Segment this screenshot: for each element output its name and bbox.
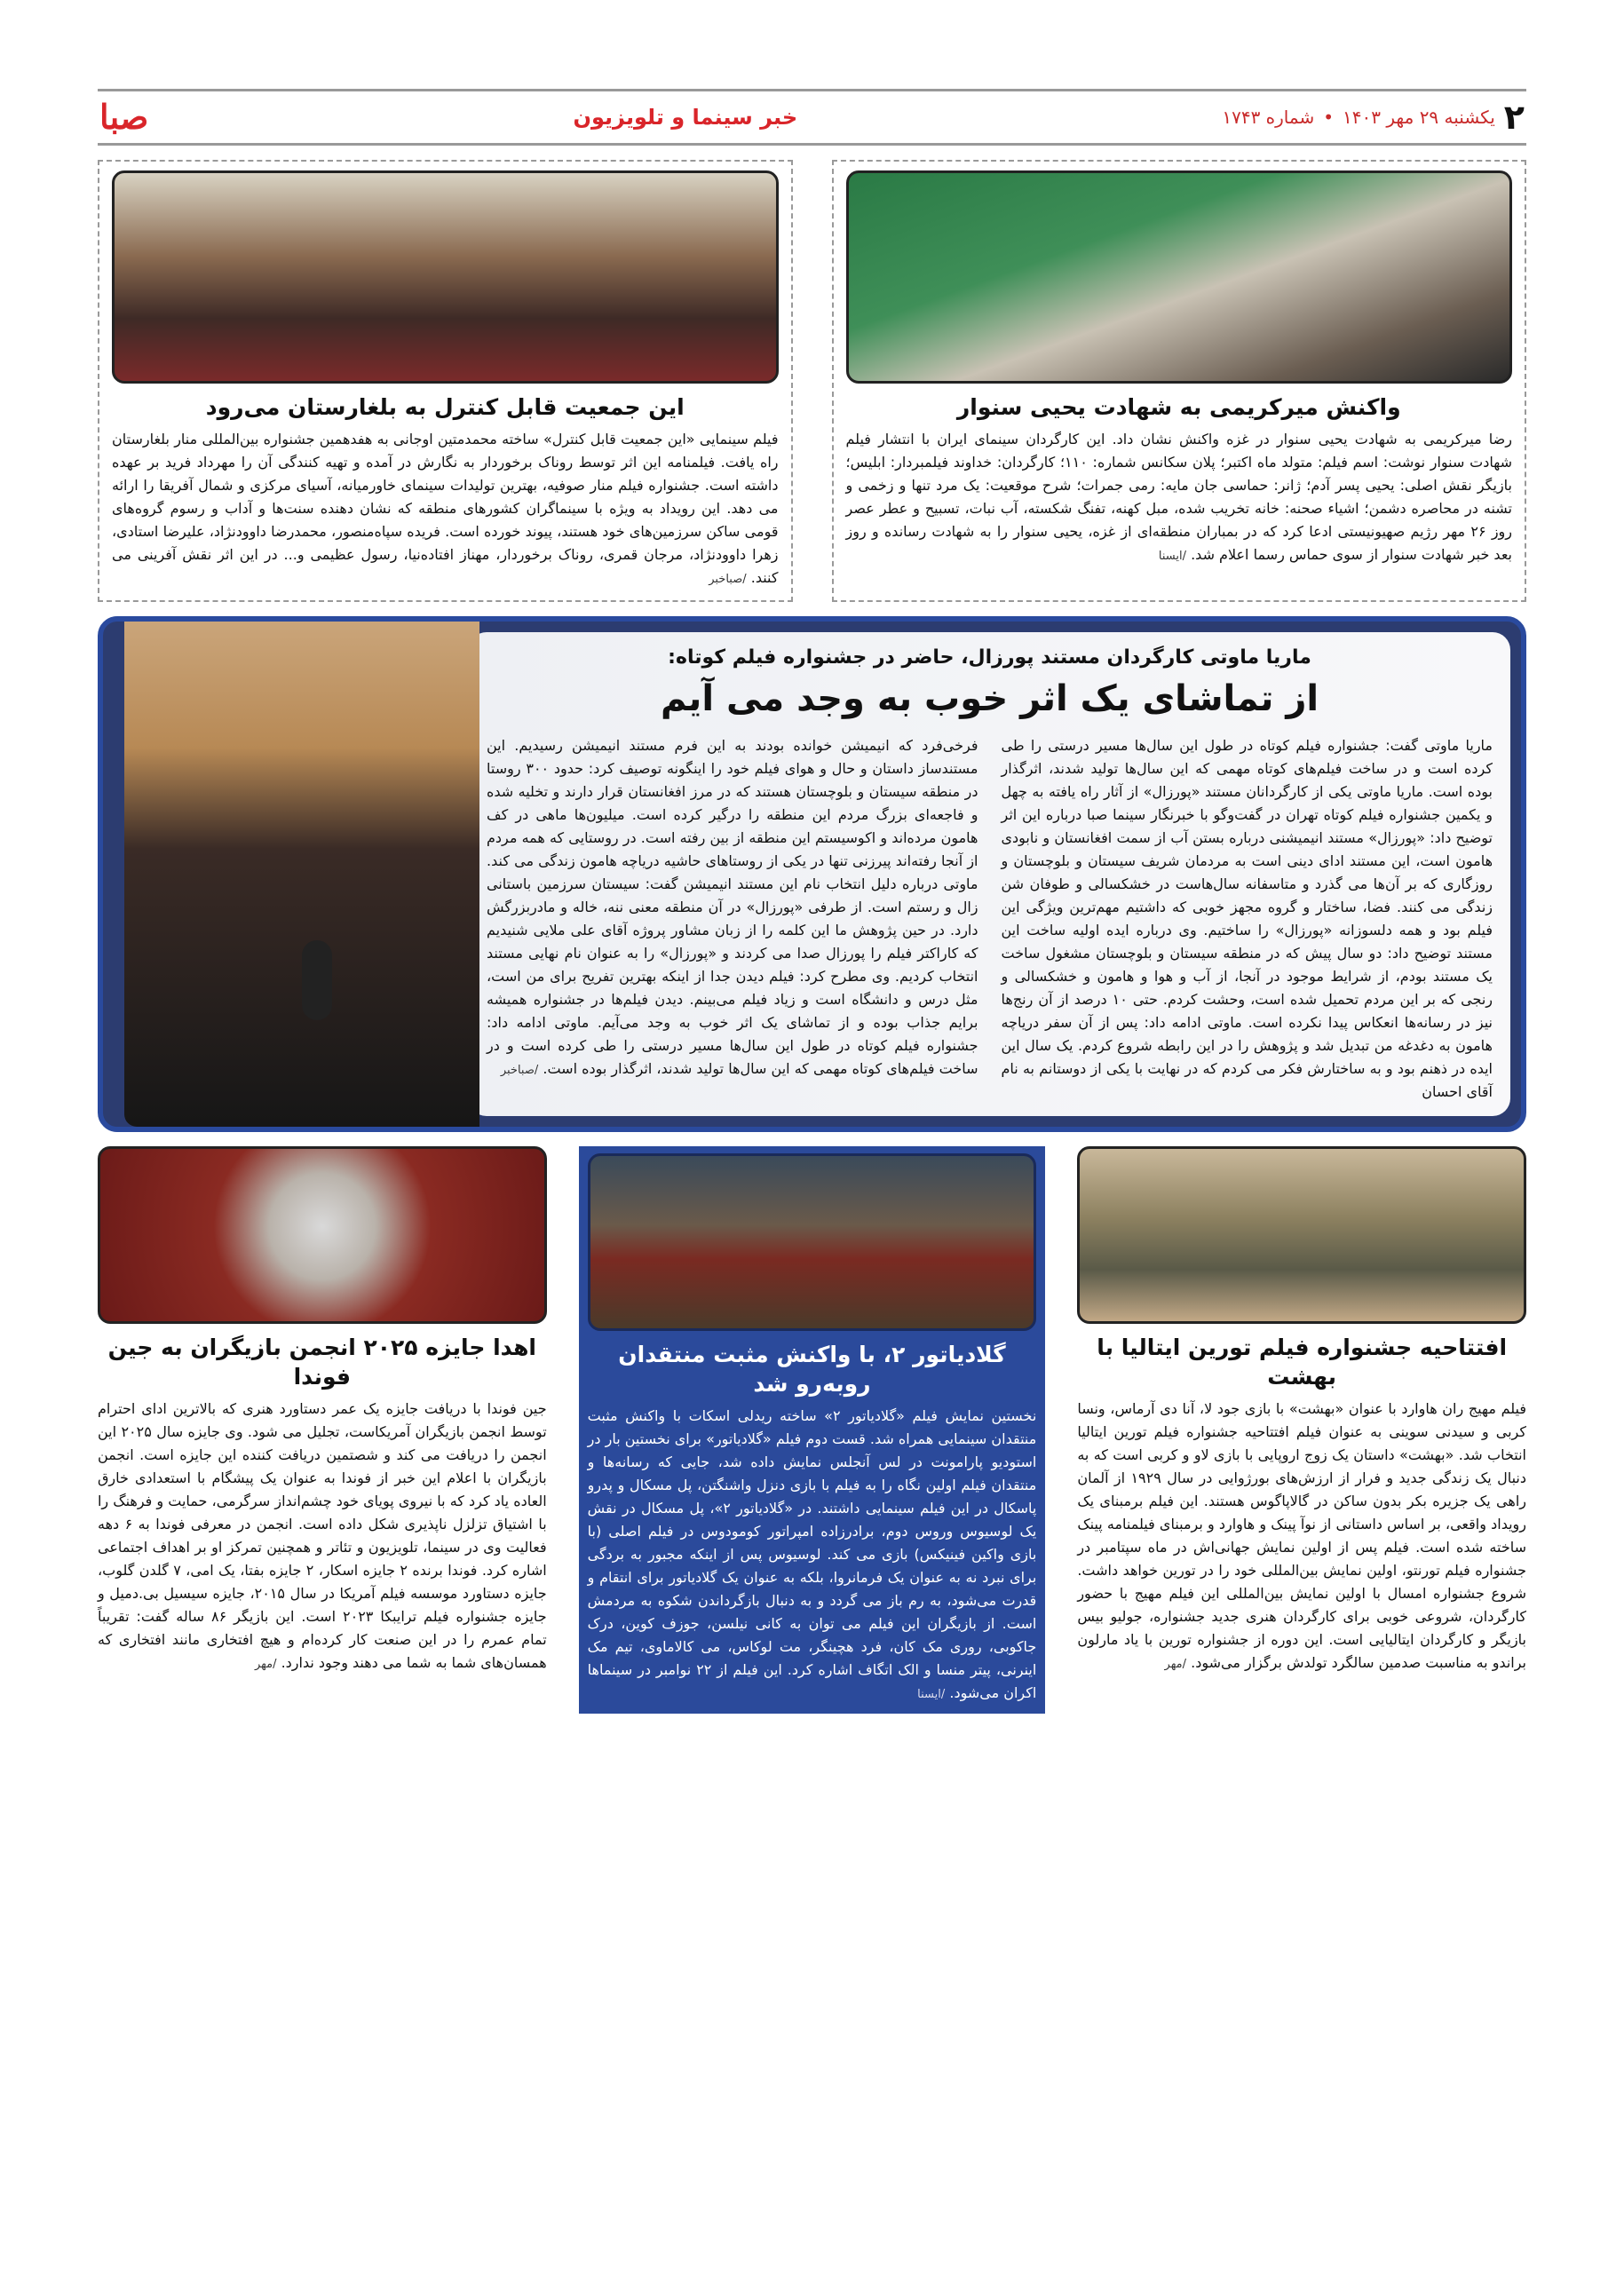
source: /ایسنا xyxy=(917,1688,946,1702)
headline: واکنش میرکریمی به شهادت یحیی سنوار xyxy=(956,394,1401,420)
headline: اهدا جایزه ۲۰۲۵ انجمن بازیگران به جین فوندا xyxy=(107,1334,536,1390)
page-header xyxy=(98,89,1526,146)
section-title: خبر سینما و تلویزیون xyxy=(573,105,798,130)
column-2 xyxy=(487,734,978,1104)
newspaper-logo[interactable]: صبا xyxy=(99,97,149,137)
headline: از تماشای یک اثر خوب به وجد می آیم xyxy=(660,677,1319,719)
headline: گلادیاتور ۲، با واکنش مثبت منتقدان روبه‌رو شد xyxy=(618,1341,1006,1398)
ron-howard-photo xyxy=(1077,1146,1526,1324)
article-bulgaria xyxy=(98,160,793,602)
top-row xyxy=(98,160,1526,602)
source: /ایسنا xyxy=(1158,549,1186,563)
headline: این جمعیت قابل کنترل به بلغارستان می‌رود xyxy=(205,394,685,420)
bullet-icon: • xyxy=(1323,107,1335,128)
column-1: ماریا ماوتی گفت: جشنواره فیلم کوتاه در طول این سال‌ها مسیر درستی را طی کرده است و در ساخت فیلم‌های کوتاه مهمی که این سال‌ها تولید شدند، اثرگذار بوده است. ماریا ماوتی یکی از کارگردانان مستند «پورزال» از آثار راه یافته به چهل و یکمین جشنواره فیلم کوتاه تهران در گفت‌وگو با خبرنگار سینما صبا درباره این اثر توضیح داد: «پورزال» مستند انیمیشنی درباره بستن آب از سمت افغانستان و نابودی هامون است، این مستند ادای دینی است به مردمان شریف سیستان و بلوچستان و روزگاری که بر آن‌ها می گذرد و متاسفانه سال‌هاست در خشکسالی و طوفان شن زندگی می کنند. فضا، ساختار و گروه مجهز خوبی که داشتیم مهم‌ترین ویژگی این فیلم بود و همه دلسوزانه «پورزال» را ساختیم. وی درباره ایده اولیه ساخت این مستند توضیح داد: دو سال پیش که در منطقه سیستان و بلوچستان مشغول ساخت یک مستند بودم، از شرایط موجود در آنجا، از آب و هوا و هامون و خشکسالی و رنجی که بر این مردم تحمیل شده است، وحشت کردم. حتی ۱۰ درصد از آن رنج‌ها نیز در رسانه‌ها انعکاس پیدا نکرده است. ماوتی ادامه داد: پس از آن سفر دریاچه هامون به دغدغه من تبدیل شد و پژوهش را در این رابطه شروع کردم. یک سال این ایده در ذهنم بود و به ساختارش فکر می کردم که در نهایت با یکی از دوستانم به نام آقای احسان xyxy=(1001,736,1493,1100)
gladiator-still-photo xyxy=(588,1153,1037,1331)
dateline xyxy=(1222,98,1525,137)
article-body xyxy=(846,428,1513,568)
article-body xyxy=(1077,1398,1526,1676)
body-text: فرخی‌فرد که انیمیشن خوانده بودند به این فرم مستند انیمیشن رسیدیم. این مستندساز داستان و حال و هوای فیلم خود را اینگونه توصیف کرد: حدود ۳۰۰ روستا در منطقه سیستان و بلوچستان هستند که در مرز افغانستان قرار دارند و تخلیه شده و فاجعه‌ای بزرگ مردم این منطقه را درگیر کرده است. میلیون‌ها ماهی در کف هامون مرده‌اند و اکوسیستم این منطقه از بین رفته است. در روستایی که همه مردم از آنجا رفته‌اند پیرزنی تنها در یکی از روستاهای حاشیه دریاچه هامون زندگی می کند. ماوتی درباره دلیل انتخاب نام این مستند انیمیشن گفت: سیستان سرزمین باستانی زال و رستم است. از طرفی «پورزال» در آن منطقه معنی ننه، خاله و مادربزرگش دارد. در حین پژوهش ما این کلمه را از زبان مشاور پروژه آقای علی ملایی شنیدیم که کاراکتر فیلم را پورزال صدا می کردند و «پورزال» را به عنوان نام نهایی مستند انتخاب کردیم. وی مطرح کرد: فیلم دیدن جدا از اینکه بهترین تفریح برای من است، مثل درس و دانشگاه است و زیاد فیلم می‌بینم. دیدن فیلم‌ها در جشنواره همیشه برایم جذاب بوده و از تماشای یک اثر خوب به وجد می‌آیم. ماوتی ادامه داد: جشنواره فیلم کوتاه در طول این سال‌ها مسیر درستی را طی کرده است و در ساخت فیلم‌های کوتاه مهمی که این سال‌ها تولید شدند، اثرگذار بوده است. xyxy=(487,736,978,1077)
film-still-photo xyxy=(112,170,779,384)
jane-fonda-photo xyxy=(98,1146,547,1324)
source: /مهر xyxy=(254,1658,277,1672)
body-text: جین فوندا با دریافت جایزه یک عمر دستاورد هنری که بالاترین ادای احترام توسط انجمن بازیگران آمریکاست، تجلیل می شود. وی جایزه سال ۲۰۲۵ این انجمن را دریافت می کند و شصتمین دریافت کننده این جایزه است. انجمن بازیگران با اعلام این خبر از فوندا به عنوان یک پیشگام با استعدادی خارق العاده یاد کرد که با نیروی پویای خود چشم‌انداز سرگرمی، حمایت و فرهنگ را با اشتیاق تزلزل ناپذیری شکل داده است. انجمن در معرفی فوندا به ۶ دهه فعالیت وی در سینما، تلویزیون و تئاتر و همچنین تمرکز او بر اهداف اجتماعی اشاره کرد. فوندا برنده ۲ جایزه اسکار، ۲ جایزه بفتا، یک امی، ۷ گلدن گلوب، جایزه دستاورد موسسه فیلم آمریکا در سال ۲۰۱۵، جایزه سیسیل بی.دمیل و جایزه جشنواره فیلم ترایبکا ۲۰۲۳ است. این بازیگر ۸۶ ساله گفت: تقریباً تمام عمرم را در این صنعت کار کرده‌ام و هیچ افتخاری مانند افتخاری که همسان‌های شما به شما می دهند وجود ندارد. xyxy=(97,1400,547,1672)
article-body xyxy=(112,428,779,591)
article-sinwar xyxy=(832,160,1527,602)
source: /مهر xyxy=(1164,1658,1187,1672)
body-text: نخستین نمایش فیلم «گلادیاتور ۲» ساخته ریدلی اسکات با واکنش مثبت منتقدان سینمایی همراه شد. قست دوم فیلم «گلادیاتور» برای نخستین بار در استودیو پارامونت در لس آنجلس نمایش داده شد، جایی که رسانه‌ها و منتقدان فیلم اولین نگاه را به فیلم با بازی دنزل واشنگتن، پل مسکال و پدرو پاسکال در این فیلم سینمایی داشتند. در «گلادیاتور ۲»، پل مسکال در نقش یک لوسیوس وروس دوم، برادرزاده امپراتور کومودوس در فیلم اصلی (با بازی واکین فینیکس) بازی می کند. لوسیوس پس از اینکه مجبور به بردگی برای نبرد نه به عنوان یک فرمانروا، بلکه به عنوان یک گلادیاتور برای انتقام و قدرت می‌شود، به رم باز می گردد و به دنبال بازگرداندن شکوه به مردمش است. از بازیگران این فیلم می توان به کانی نیلسن، جوزف کوین، درک جاکوبی، روری مک کان، فرد هچینگر، مت لوکاس، می کالاماوی، تیم مک اینرنی، پیتر منسا و الک اتگاف اشاره کرد. این فیلم از ۲۲ نوامبر در سینماها اکران می‌شود. xyxy=(587,1407,1037,1702)
issue-date: یکشنبه ۲۹ مهر ۱۴۰۳ xyxy=(1343,107,1495,128)
maria-mavati-photo xyxy=(124,622,479,1127)
article-body xyxy=(98,1398,547,1676)
article-gladiator xyxy=(579,1146,1046,1715)
feature-text-panel xyxy=(469,632,1510,1116)
source: /صباخبر xyxy=(500,1063,539,1077)
kicker: ماریا ماوتی کارگردان مستند پورزال، حاضر در جشنواره فیلم کوتاه: xyxy=(668,645,1311,669)
issue-number: شماره ۱۷۴۳ xyxy=(1222,107,1315,128)
sinwar-photo xyxy=(846,170,1513,384)
microphone-icon xyxy=(302,940,332,1020)
article-torino xyxy=(1077,1146,1526,1715)
source: /صباخبر xyxy=(709,572,747,586)
headline: افتتاحیه جشنواره فیلم تورین ایتالیا با بهشت xyxy=(1097,1334,1508,1390)
bottom-row xyxy=(98,1146,1526,1715)
article-fonda xyxy=(98,1146,547,1715)
page-number: ۲ xyxy=(1503,98,1525,137)
feature-article xyxy=(98,616,1526,1132)
body-text: رضا میرکریمی به شهادت یحیی سنوار در غزه واکنش نشان داد. این کارگردان سینمای ایران با انتشار فیلم شهادت سنوار نوشت: اسم فیلم: متولد ماه اکتبر؛ پلان سکانس شماره: ۱۱۰؛ کارگردان: خداوند فیلمبردار: ابلیس؛ بازیگر نقش اصلی: یحیی پسر آدم؛ ژانر: حماسی جان مایه: رمی جمرات؛ شرح موقعیت: یک مرد تنها و زخمی و تشنه در محاصره دشمن؛ اشیاء صحنه: خانه تخریب شده، مبل کهنه، تفنگ شکسته، آب نبات، تسبیح و عطر عصر روز ۲۶ مهر رژیم صهیونیستی ادعا کرد که در بمباران منطقه‌ای از غزه، یحیی سنوار را به شهادت رسانده و روز بعد خبر شهادت سنوار از سوی حماس رسما اعلام شد. xyxy=(845,430,1513,563)
article-body xyxy=(588,1405,1037,1707)
body-text: فیلم سینمایی «این جمعیت قابل کنترل» ساخته محمدمتین اوجانی به هفدهمین جشنواره بین‌المللی منار بلغارستان راه یافت. فیلمنامه این اثر توسط روناک برخوردار به نگارش در آمده و تهیه کنندگی آن را مهرداد فرید بر عهده داشته است. جشنواره فیلم منار صوفیه، بهترین تولیدات سینمای خاورمیانه، آسیای مرکزی و شمال آفریقا را ارائه می دهد. این رویداد به ویژه با سینماگران کشورهای منطقه که نشان دهنده سنت‌ها و آداب و رسوم گروه‌های قومی ساکن سرزمین‌های خود هستند، پیوند خورده است. فریده سپاه‌منصور، محمدرضا داوودنژاد، علیرضا استادی، زهرا داوودنژاد، مرجان قمری، روناک برخوردار، مهناز افتاده‌نیا، رسول عظیمی و... در این اثر نقش آفرینی می کنند. xyxy=(112,430,779,586)
body-text: فیلم مهیج ران هاوارد با عنوان «بهشت» با بازی جود لا، آنا دی آرماس، ونسا کربی و سیدنی سوینی به عنوان فیلم افتتاحیه جشنواره فیلم تورین ایتالیا انتخاب شد. «بهشت» داستان یک زوج اروپایی با بازی لاو و کربی است که به دنبال یک زندگی جدید و فرار از ارزش‌های بورژوایی در سال ۱۹۲۹ از آلمان راهی یک جزیره بکر بدون ساکن در گالاپاگوس هستند. این فیلم برمبنای یک رویداد واقعی، بر اساس داستانی از نوآ پینک و هاوارد و برمبنای فیلمنامه پینک ساخته شده است. فیلم پس از اولین نمایش جهانی‌اش در ماه سپتامبر در جشنواره فیلم تورنتو، اولین نمایش بین‌المللی خود را در تورین خواهد داشت. شروع جشنواره امسال با اولین نمایش بین‌المللی این فیلم مهیج با حضور کارگردان، شروعی خوبی برای کارگردان هنری جدید جشنواره، جولیو بیس بازیگر و کارگردان ایتالیایی است. این دوره از جشنواره تورین با یاد مارلون براندو به مناسبت صدمین سالگرد تولدش برگزار می‌شود. xyxy=(1077,1400,1527,1672)
